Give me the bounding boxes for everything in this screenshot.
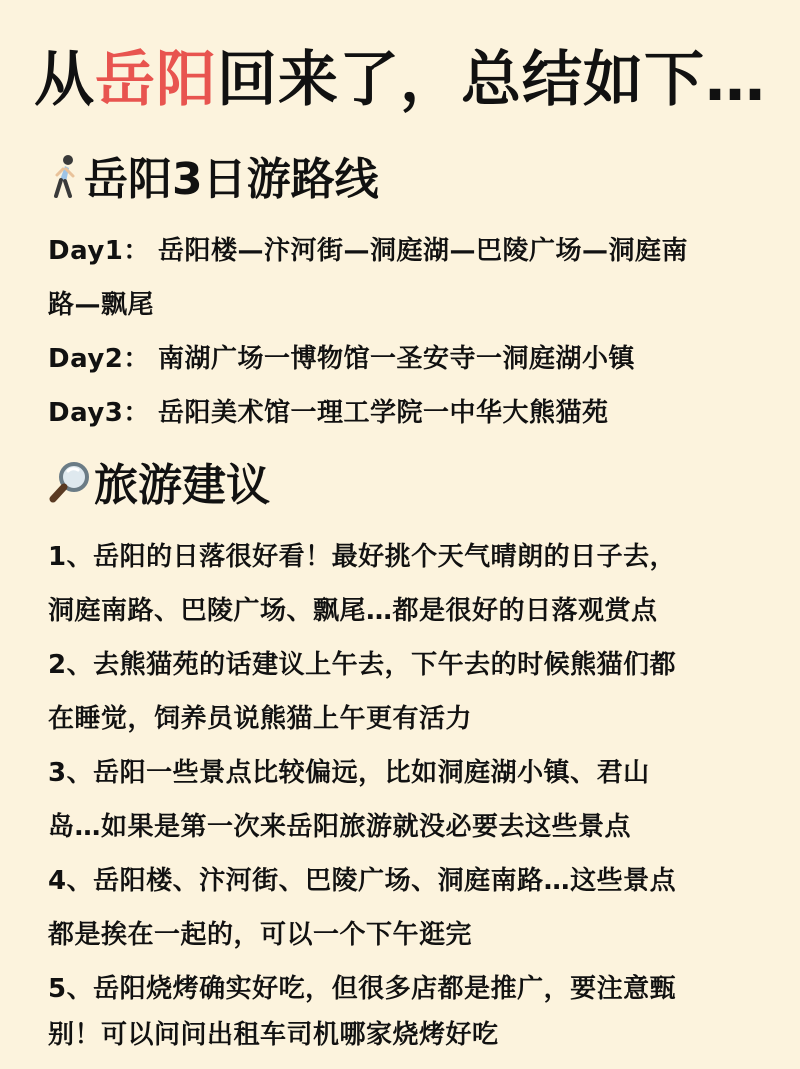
tips-section-title xyxy=(48,458,270,518)
day2-text: 南湖广场一博物馆一圣安寺一洞庭湖小镇 xyxy=(158,344,636,374)
title-highlight: 岳阳 xyxy=(95,45,217,115)
tip-line: 都是挨在一起的，可以一个下午逛完 xyxy=(48,920,473,950)
route-section-title xyxy=(48,152,379,212)
day1-line-2 xyxy=(48,278,154,332)
day3-line xyxy=(48,386,609,440)
title-prefix: 从 xyxy=(34,45,95,115)
day2-line xyxy=(48,332,635,386)
tip-line: 岛…如果是第一次来岳阳旅游就没必要去这些景点 xyxy=(48,812,632,842)
tip-line: 在睡觉，饲养员说熊猫上午更有活力 xyxy=(48,704,473,734)
day1-line-1 xyxy=(48,224,688,278)
route-title-text: 岳阳3日游路线 xyxy=(84,154,379,205)
walking-person-icon xyxy=(48,154,82,212)
tip-line: 2、去熊猫苑的话建议上午去，下午去的时候熊猫们都 xyxy=(48,650,677,680)
tip-line: 4、岳阳楼、汴河街、巴陵广场、洞庭南路…这些景点 xyxy=(48,866,677,896)
tip-line: 洞庭南路、巴陵广场、飘尾…都是很好的日落观赏点 xyxy=(48,596,658,626)
title-suffix: 回来了，总结如下… xyxy=(217,45,766,115)
magnifier-icon xyxy=(48,460,92,518)
day3-text: 岳阳美术馆一理工学院一中华大熊猫苑 xyxy=(158,398,609,428)
day2-label: Day2： xyxy=(48,344,150,374)
tip-line: 3、岳阳一些景点比较偏远，比如洞庭湖小镇、君山 xyxy=(48,758,650,788)
tips-title-text: 旅游建议 xyxy=(94,460,270,511)
day1-text-1: 岳阳楼—汴河街—洞庭湖—巴陵广场—洞庭南 xyxy=(158,236,689,266)
tip-line: 1、岳阳的日落很好看！最好挑个天气晴朗的日子去， xyxy=(48,542,677,572)
day3-label: Day3： xyxy=(48,398,150,428)
page-title xyxy=(0,40,800,120)
day1-text-2: 路—飘尾 xyxy=(48,290,155,320)
tip-line: 别！可以问问出租车司机哪家烧烤好吃 xyxy=(48,1020,499,1050)
day1-label: Day1： xyxy=(48,236,150,266)
tip-line: 5、岳阳烧烤确实好吃，但很多店都是推广，要注意甄 xyxy=(48,974,677,1004)
